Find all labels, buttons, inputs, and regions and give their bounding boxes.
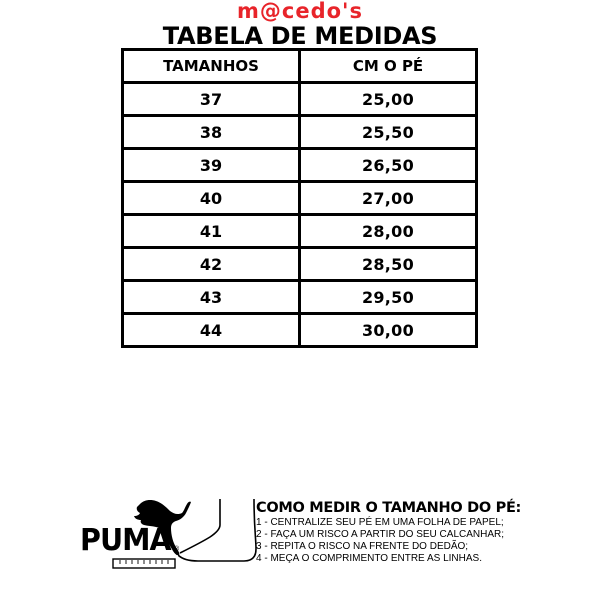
size-cell: 43 (123, 281, 300, 314)
table-header-row (123, 50, 477, 83)
size-chart-table (121, 48, 478, 348)
cm-cell: 28,00 (300, 215, 477, 248)
table-row (123, 314, 477, 347)
cm-cell: 25,50 (300, 116, 477, 149)
size-cell: 38 (123, 116, 300, 149)
page-title: TABELA DE MEDIDAS (162, 22, 438, 50)
instructions-title: COMO MEDIR O TAMANHO DO PÉ: (256, 500, 522, 516)
column-header-sizes: TAMANHOS (123, 50, 300, 83)
table-row (123, 182, 477, 215)
size-cell: 37 (123, 83, 300, 116)
instruction-step: 4 - MEÇA O COMPRIMENTO ENTRE AS LINHAS. (256, 553, 482, 564)
cm-cell: 25,00 (300, 83, 477, 116)
instruction-step: 1 - CENTRALIZE SEU PÉ EM UMA FOLHA DE PAPEL; (256, 517, 504, 528)
table-row (123, 281, 477, 314)
table-row (123, 116, 477, 149)
size-cell: 44 (123, 314, 300, 347)
instruction-step: 3 - REPITA O RISCO NA FRENTE DO DEDÃO; (256, 541, 469, 552)
size-cell: 40 (123, 182, 300, 215)
table-row (123, 83, 477, 116)
instructions-list (256, 517, 586, 565)
puma-logo-block (78, 495, 258, 575)
table-row (123, 149, 477, 182)
cm-cell: 27,00 (300, 182, 477, 215)
cm-cell: 26,50 (300, 149, 477, 182)
size-cell: 42 (123, 248, 300, 281)
cm-cell: 30,00 (300, 314, 477, 347)
registered-mark: ® (174, 546, 180, 553)
column-header-cm: CM O PÉ (300, 50, 477, 83)
table-row (123, 248, 477, 281)
instruction-step: 2 - FAÇA UM RISCO A PARTIR DO SEU CALCANHAR; (256, 529, 505, 540)
ruler-icon (112, 557, 212, 571)
cm-cell: 28,50 (300, 248, 477, 281)
size-cell: 41 (123, 215, 300, 248)
measure-instructions (256, 500, 586, 565)
puma-wordmark: PUMA (80, 523, 171, 558)
brand-logo: m@cedo's (237, 0, 363, 23)
cm-cell: 29,50 (300, 281, 477, 314)
size-cell: 39 (123, 149, 300, 182)
table-row (123, 215, 477, 248)
